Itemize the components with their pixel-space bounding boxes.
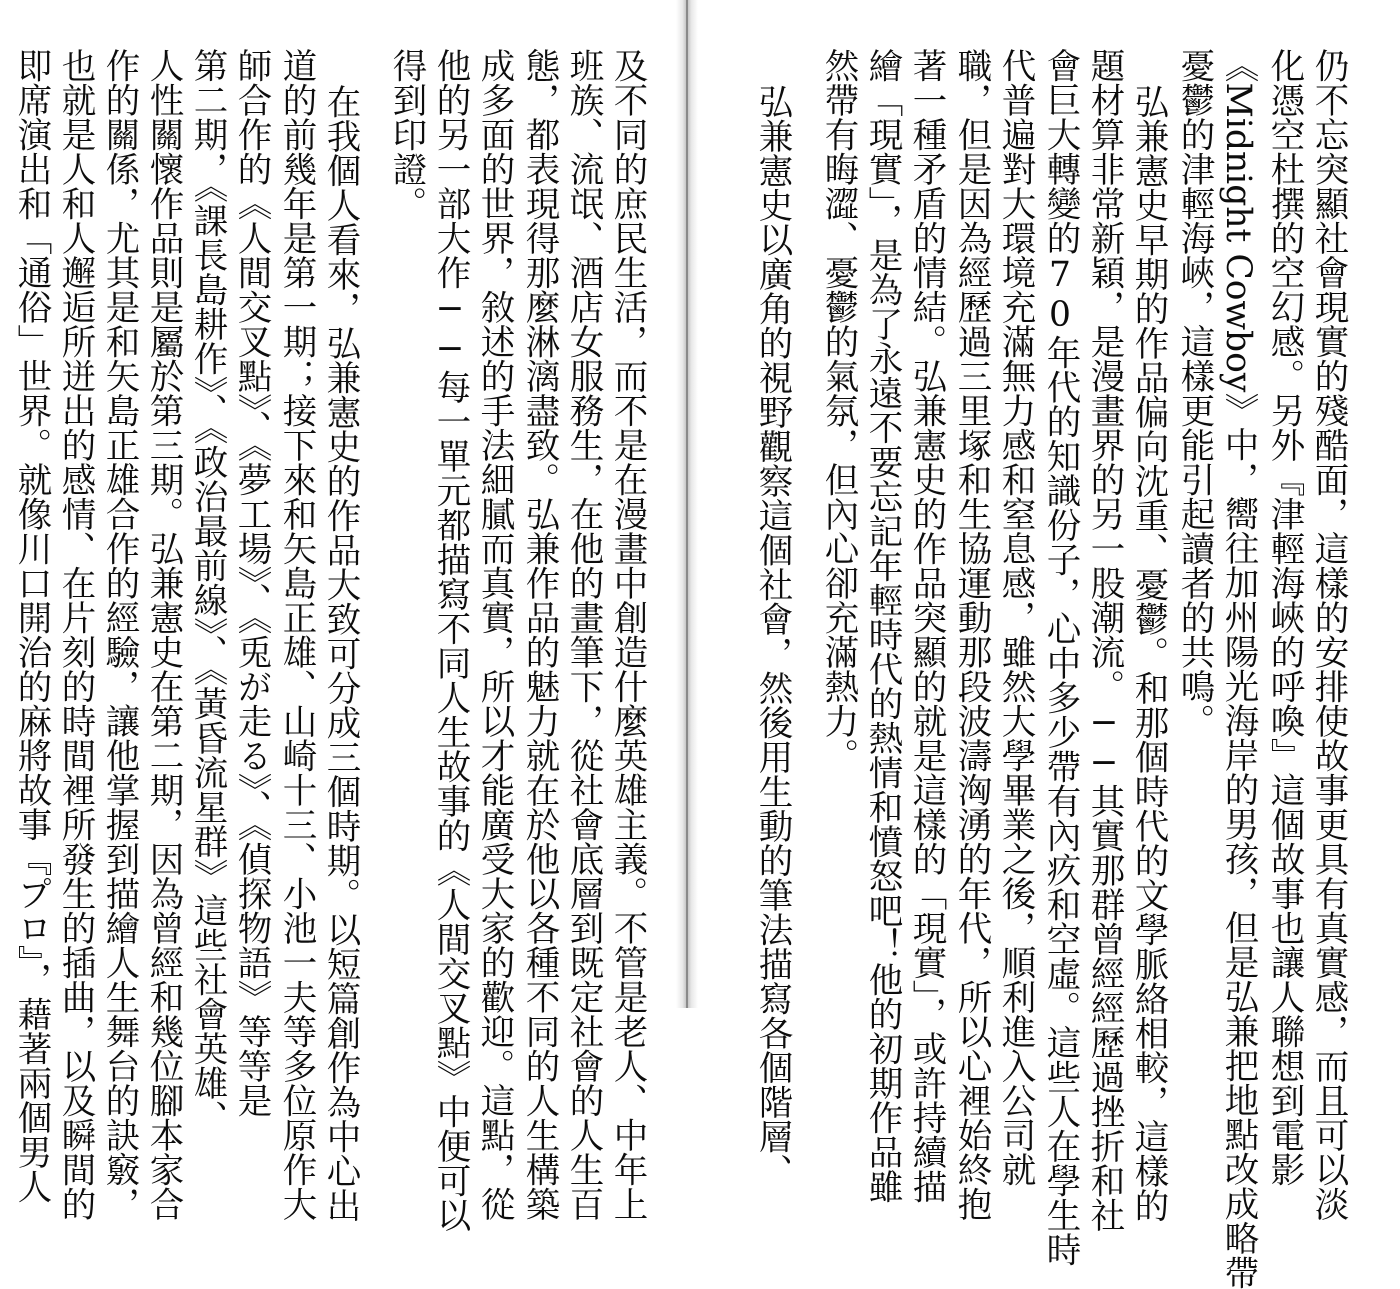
text-column: 化憑空杜撰的空幻感。另外『津輕海峽的呼喚』這個故事也讓人聯想到電影: [1264, 48, 1304, 1187]
text-column: 繪「現實」，是為了永遠不要忘記年輕時代的熱情和憤怒吧！他的初期作品雖: [862, 48, 902, 1204]
text-column: 題材算非常新穎，是漫畫界的另一股潮流。──其實那群曾經經歷過挫折和社: [1084, 48, 1124, 1232]
paragraph-start-column: 在我個人看來，弘兼憲史的作品大致可分成三個時期。以短篇創作為中心出: [320, 84, 360, 1223]
text-column: 道的前幾年是第一期；接下來和矢島正雄、山崎十三、小池一夫等多位原作大: [276, 48, 316, 1221]
text-column: 著一種矛盾的情結。弘兼憲史的作品突顯的就是這樣的「現實」，或許持續描: [906, 48, 946, 1204]
text-column: 仍不忘突顯社會現實的殘酷面，這樣的安排使故事更具有真實感，而且可以淡: [1308, 48, 1348, 1221]
text-segment: 》中，嚮往加州陽光海岸的男孩，但是弘兼把地點改成略帶: [1218, 392, 1258, 1289]
text-column: 即席演出和「通俗」世界。就像川口開治的麻將故事『プロ』，藉著兩個男人: [11, 48, 51, 1204]
text-column: 職，但是因為經歷過三里塚和生協運動那段波濤洶湧的年代，所以心裡始終抱: [951, 48, 991, 1221]
text-column: 然帶有晦澀、憂鬱的氣氛，但內心卻充滿熱力。: [818, 48, 858, 773]
film-title-latin: Midnight Cowboy: [1218, 82, 1258, 393]
text-column: 得到印證。: [386, 48, 426, 221]
text-column: 成多面的世界，敘述的手法細膩而真實，所以才能廣受大家的歡迎。這點，從: [474, 48, 514, 1221]
text-column: 人性關懷作品則是屬於第三期。弘兼憲史在第二期，因為曾經和幾位腳本家合: [143, 48, 183, 1221]
text-column: 也就是人和人邂逅所迸出的感情、在片刻的時間裡所發生的插曲，以及瞬間的: [55, 48, 95, 1221]
right-page: [690, 0, 1400, 1289]
text-column: 第二期，《課長島耕作》、《政治最前線》、《黃昏流星群》這些社會英雄、: [187, 48, 227, 1135]
text-column: 班族、流氓、酒店女服務生，在他的畫筆下，從社會底層到既定社會的人生百: [563, 48, 603, 1221]
text-column: 會巨大轉變的70年代的知識份子，心中多少帶有內疚和空虛。這些人在學生時: [1040, 48, 1080, 1267]
text-segment: 《: [1218, 48, 1258, 83]
paragraph-start-column: 弘兼憲史早期的作品偏向沈重、憂鬱。和那個時代的文學脈絡相較，這樣的: [1128, 84, 1168, 1223]
text-column: 及不同的庶民生活，而不是在漫畫中創造什麼英雄主義。不管是老人、中年上: [607, 48, 647, 1221]
text-column: 憂鬱的津輕海峽，這樣更能引起讀者的共鳴。: [1174, 48, 1214, 738]
text-column: [1216, 48, 1260, 1289]
text-column: 師合作的《人間交叉點》、《夢工場》、《兎が走る》、《偵探物語》等等是: [231, 48, 271, 1118]
text-column: 態，都表現得那麼淋漓盡致。弘兼作品的魅力就在於他以各種不同的人生構築: [519, 48, 559, 1221]
text-column: 作的關係，尤其是和矢島正雄合作的經驗，讓他掌握到描繪人生舞台的訣竅，: [99, 48, 139, 1221]
left-page: [0, 0, 690, 1232]
paragraph-start-column: 弘兼憲史以廣角的視野觀察這個社會，然後用生動的筆法描寫各個階層、: [752, 84, 792, 1188]
text-column: 代普遍對大環境充滿無力感和窒息感，雖然大學畢業之後，順利進入公司就: [995, 48, 1035, 1187]
text-column: 他的另一部大作──每一單元都描寫不同人生故事的《人間交叉點》中便可以: [430, 48, 470, 1232]
